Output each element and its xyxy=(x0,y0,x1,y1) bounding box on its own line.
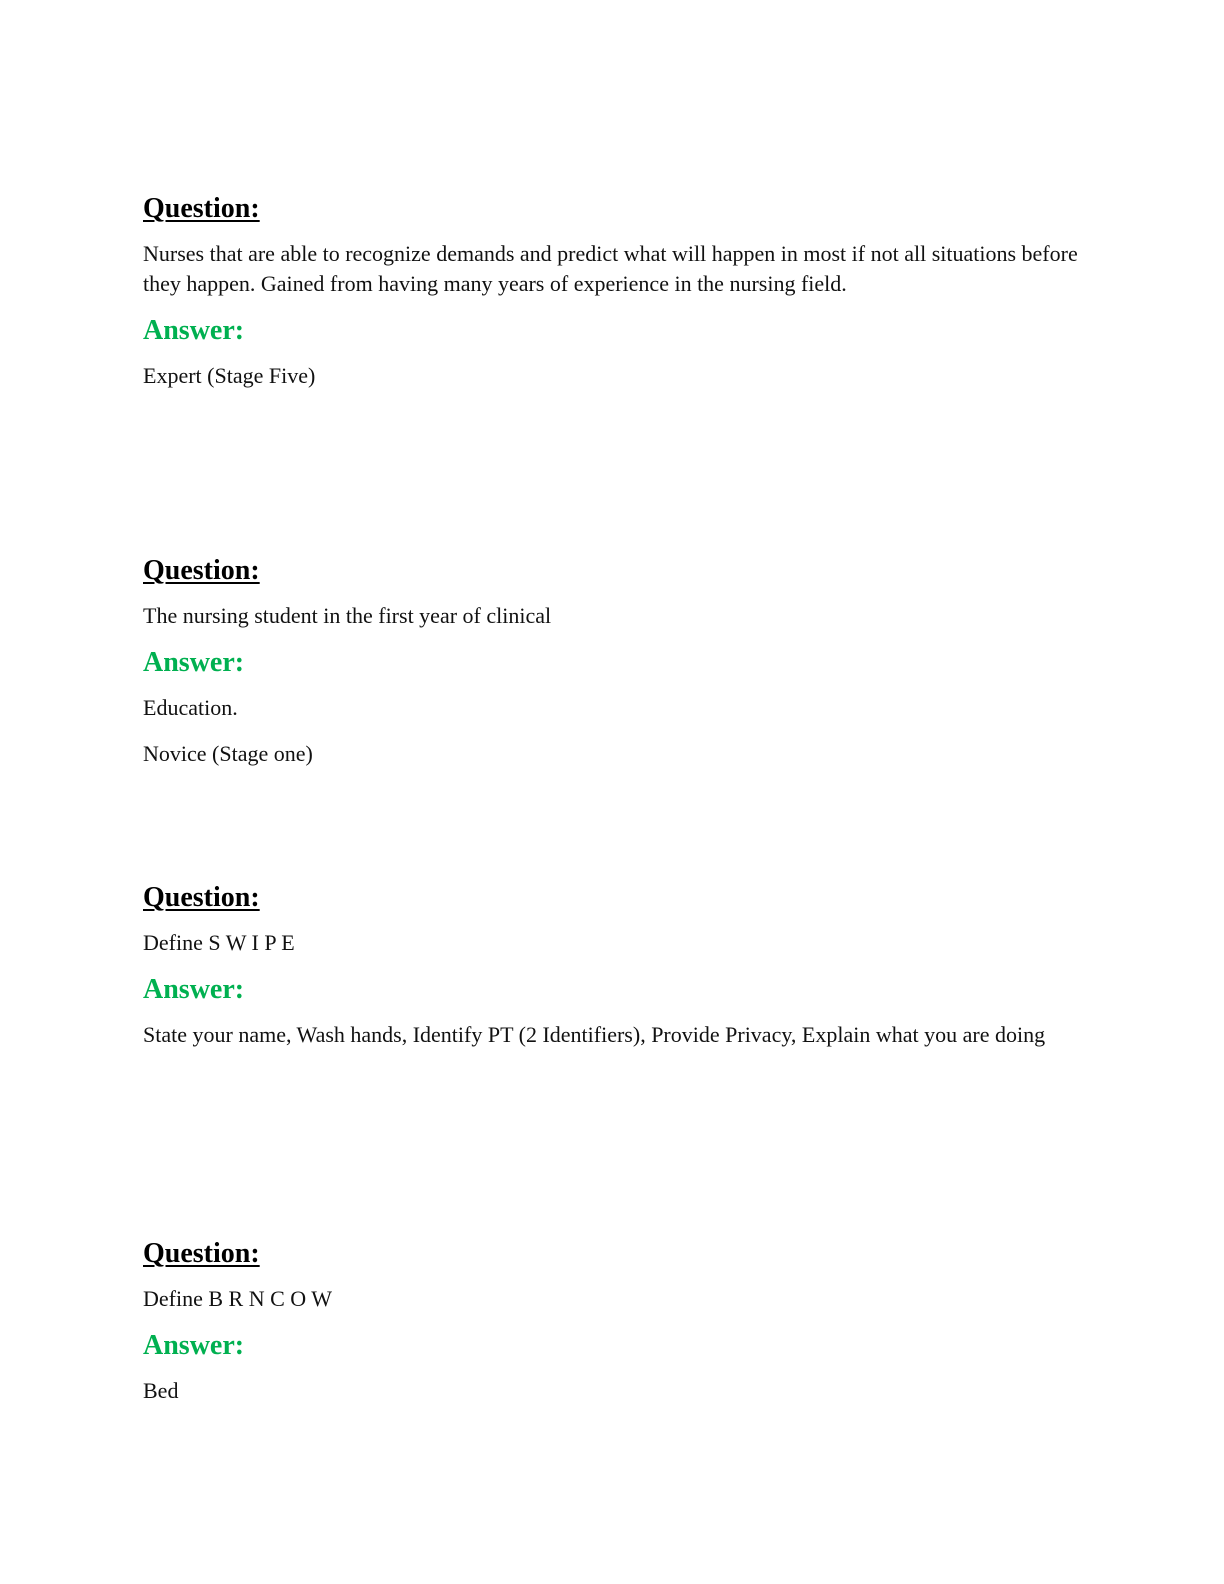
qa-block-2 xyxy=(143,555,1083,769)
question-text: The nursing student in the first year of clinical xyxy=(143,603,552,628)
question-text: Nurses that are able to recognize demands and predict what will happen in most if not all situations before they happen. Gained from having many years of experience in the nursing field. xyxy=(143,241,1078,296)
qa-block-1 xyxy=(143,193,1083,391)
question-heading: Question: xyxy=(143,193,260,224)
answer-text: Expert (Stage Five) xyxy=(143,363,316,388)
answer-text: Novice (Stage one) xyxy=(143,741,313,766)
answer-text: State your name, Wash hands, Identify PT (2 Identifiers), Provide Privacy, Explain what you are doing xyxy=(143,1022,1046,1047)
answer-heading: Answer: xyxy=(143,1330,245,1361)
question-heading: Question: xyxy=(143,555,260,586)
answer-heading: Answer: xyxy=(143,647,245,678)
answer-heading: Answer: xyxy=(143,974,245,1005)
question-text: Define S W I P E xyxy=(143,930,295,955)
qa-block-4 xyxy=(143,1238,1083,1406)
answer-text: Education. xyxy=(143,695,238,720)
answer-text: Bed xyxy=(143,1378,179,1403)
question-heading: Question: xyxy=(143,882,260,913)
answer-heading: Answer: xyxy=(143,315,245,346)
question-heading: Question: xyxy=(143,1238,260,1269)
qa-block-3 xyxy=(143,882,1083,1050)
question-text: Define B R N C O W xyxy=(143,1286,333,1311)
